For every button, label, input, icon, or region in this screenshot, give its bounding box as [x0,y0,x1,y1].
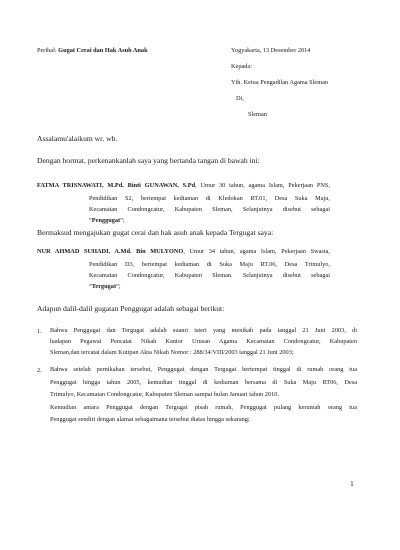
di-label: Di, [236,95,244,102]
grounds-heading: Adapun dalil-dalil gugatan Penggugat adalah sebagai berikut: [37,304,225,313]
plaintiff-details-3: Kecamatan Condongcatur, Kabupaten Sleman, Selanjutnya disebut sebagai [89,206,330,214]
defendant-name: NUR AHMAD SUHADI, A.Md. Bin MULYONO [37,248,184,255]
ground-2-number: 2. [37,367,42,374]
plaintiff-name: FATMA TRISNAWATI, M.Pd. Binti GUNAWAN, S.Pd [37,182,196,189]
ground-1-number: 1. [37,328,42,335]
page-number: 1 [350,479,354,488]
ground-1 [50,325,357,359]
kepada-label: Kepada: [231,63,252,70]
defendant-role: “Tergugat”; [89,283,121,291]
plaintiff-details-1: , Umur 30 tahun, agama Islam, Pekerjaan PNS, [195,182,330,189]
ground-2-line-2: Penggugat hingga tahun 2005, kemudian tinggal di kediaman bersama di Suka Maju RT06, Desa [50,378,357,386]
ground-2-line-1: Bahwa setelah pernikahan tersebut, Penggugat dengan Tergugat bertempat tinggal di rumah orang tua [50,366,357,373]
plaintiff-details-2: Pendidikan S2, bertempat kediaman di Kledokan RT.01, Desa Suka Maju, [89,195,330,202]
place-date: Yogyakarta, 13 Desember 2014 [231,47,311,54]
subject-text: Gugat Cerai dan Hak Asuh Anak [58,47,148,54]
defendant-role-label: Tergugat [91,283,117,291]
ground-1-line-1: Bahwa Penggugat dan Tergugat adalah suami isteri yang menikah pada tanggal 21 Juni 2003, di [50,327,357,334]
against-statement: Bermaksud mengajukan gugat cerai dan hak asuh anak kepada Tergugat saya: [37,228,274,237]
defendant-block-indent [89,259,330,293]
ground-2-line-3: Trimulyo, Kecamatan Condongcatur, Kabupaten Sleman sampai bulan Januari tahun 2010. [50,391,279,399]
defendant-details-1: , Umur 34 tahun, agama Islam, Pekerjaan Swasta, [183,248,330,255]
subject-label: Perihal: [37,47,57,54]
defendant-details-3: Kecamatan Condongcatur, Kabupaten Sleman. Selanjutnya disebut sebagai [89,272,330,280]
ground-1-line-2: hadapan Pegawai Pencatat Nikah Kantor Urusan Agama Kecamatan Condongcatur, Kabupaten [50,338,357,346]
plaintiff-role: “Penggugat”; [89,217,125,225]
subject-line [37,47,148,55]
plaintiff-block [37,180,330,191]
ground-2-line-4: Kemudian antara Penggugat dengan Tergugat pisah rumah, Penggugat pulang kerumah orang tua [50,403,357,411]
defendant-details-2: Pendidikan D3, bertempat kediaman di Suka Maju RT.06, Desa Trimulyo, [89,261,330,268]
ground-2 [50,364,357,427]
ground-1-line-3: Sleman,dan tercatat dalam Kutipan Akta Nikah Nomor : 288/34/VIII/2003 tanggal 21 Juni 2003; [50,349,294,357]
recipient-city: Sleman [248,111,267,118]
intro-text: Dengan hormat, perkenankanlah saya yang bertanda tangan di bawah ini: [37,156,260,165]
ground-2-line-5: Penggugat sendiri dengan alamat sebagaimana tersebut diatas hingga sekarang; [50,416,250,424]
defendant-block [37,246,330,257]
recipient: Yth. Ketua Pengadilan Agama Sleman [231,79,329,86]
greeting: Assalamu'alaikum wr. wb. [37,134,118,143]
plaintiff-role-label: Penggugat [91,217,121,225]
plaintiff-block-indent [89,193,330,227]
